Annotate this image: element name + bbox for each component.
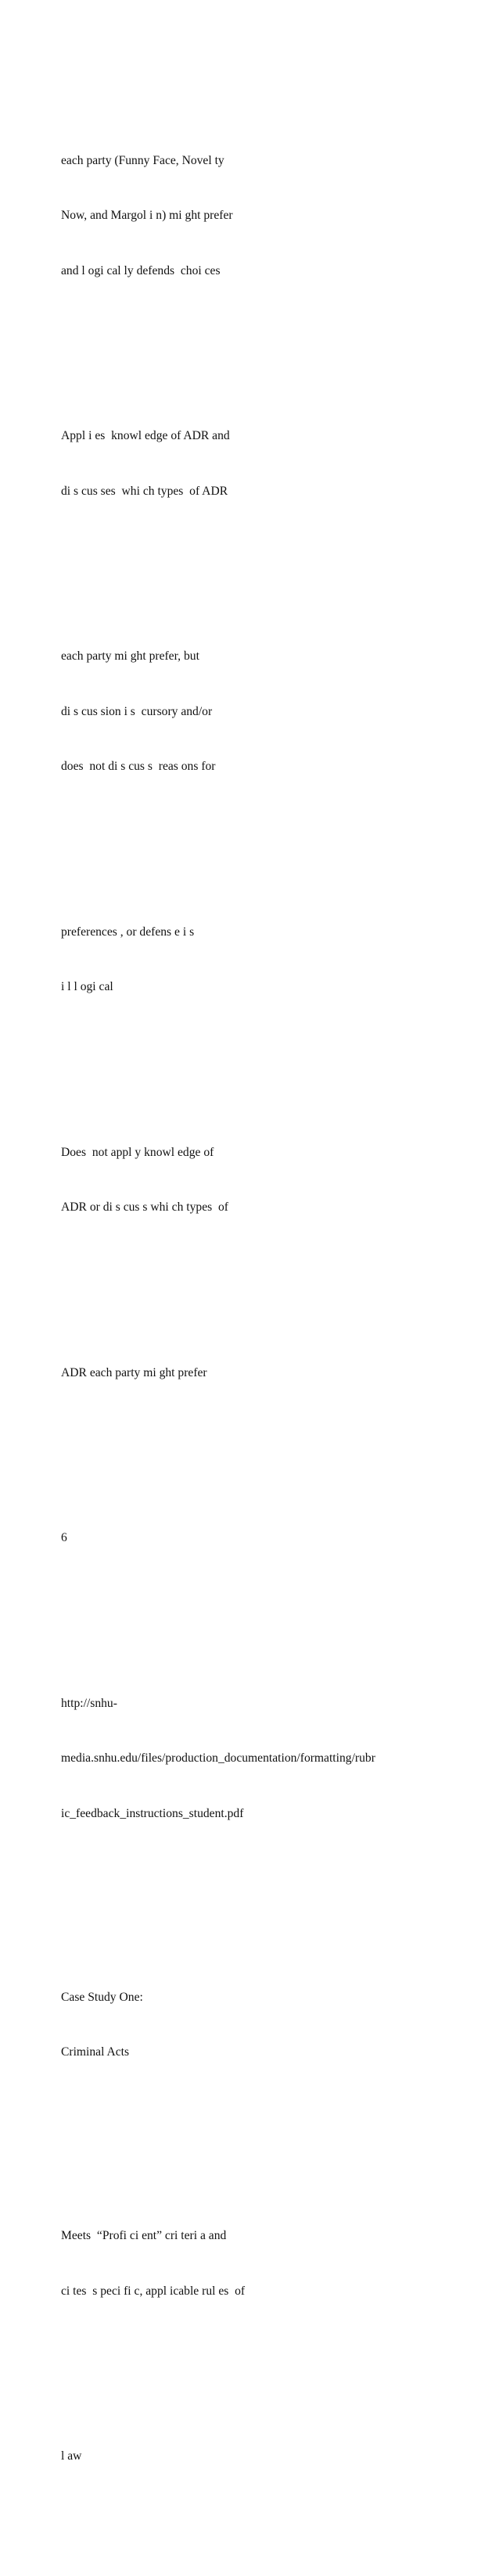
text-line: preferences , or defens e i s xyxy=(61,925,195,939)
text-line: Appl i es knowl edge of ADR and xyxy=(61,429,230,442)
paragraph-criteria-needs-improvement-cont xyxy=(61,886,487,1033)
paragraph-case-study-heading xyxy=(61,1952,487,2098)
text-line: ADR each party mi ght prefer xyxy=(61,1365,207,1379)
text-line: media.snhu.edu/files/production_documentation/formatting/rubr xyxy=(61,1751,375,1765)
paragraph-criteria-exemplary xyxy=(61,115,487,317)
text-line: http://snhu- xyxy=(61,1696,117,1710)
text-line: each party (Funny Face, Novel ty xyxy=(61,153,224,167)
paragraph-criteria-not-evident-cont xyxy=(61,1327,487,1419)
paragraph-points-value xyxy=(61,1492,487,1584)
paragraph-criteria-proficient xyxy=(61,390,487,537)
text-line: does not di s cus s reas ons for xyxy=(61,760,216,773)
text-line: l aw xyxy=(61,2449,82,2463)
text-line: 6 xyxy=(61,1531,67,1544)
text-line: ADR or di s cus s whi ch types of xyxy=(61,1200,228,1214)
text-line: ci tes s peci fi c, appl icable rul es of xyxy=(61,2284,246,2298)
text-line: and l ogi cal ly defends choi ces xyxy=(61,263,221,277)
text-line: each party mi ght prefer, but xyxy=(61,649,199,663)
text-line: ic_feedback_instructions_student.pdf xyxy=(61,1806,244,1820)
paragraph-criteria-needs-improvement xyxy=(61,610,487,813)
paragraph-criteria-meets-cont xyxy=(61,2410,487,2503)
text-line: Does not appl y knowl edge of xyxy=(61,1145,214,1159)
text-line: i l l ogi cal xyxy=(61,980,113,993)
paragraph-criteria-not-evident xyxy=(61,1107,487,1254)
paragraph-criteria-meets xyxy=(61,2190,487,2337)
document-body xyxy=(61,59,487,2576)
text-line: di s cus ses whi ch types of ADR xyxy=(61,484,228,498)
text-line: Meets “Profi ci ent” cri teri a and xyxy=(61,2229,227,2242)
text-line: Criminal Acts xyxy=(61,2045,130,2059)
text-line: Now, and Margol i n) mi ght prefer xyxy=(61,209,233,222)
text-line: di s cus sion i s cursory and/or xyxy=(61,704,213,718)
text-line: Case Study One: xyxy=(61,1990,143,2004)
paragraph-url xyxy=(61,1658,487,1860)
